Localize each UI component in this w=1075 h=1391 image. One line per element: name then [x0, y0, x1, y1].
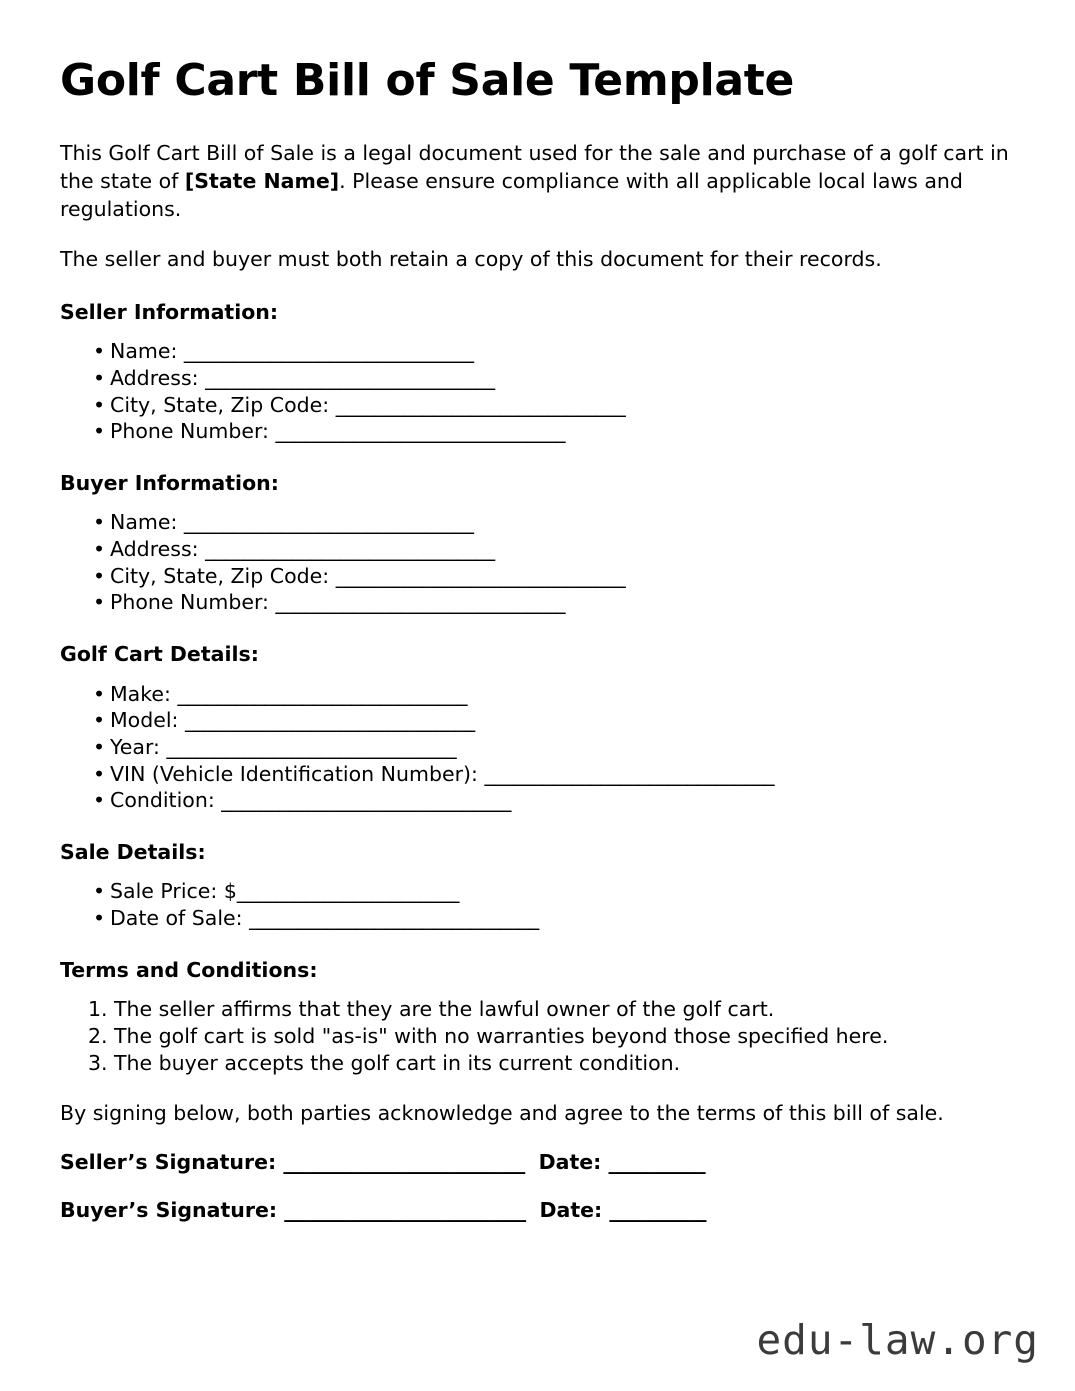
field-blank[interactable]: ______________________________ [249, 906, 539, 931]
field-label: Year: [110, 734, 167, 759]
field-label: Make: [110, 681, 178, 706]
page-title: Golf Cart Bill of Sale Template [60, 55, 795, 106]
field-blank[interactable]: ______________________________ [335, 392, 626, 417]
field-blank[interactable]: _______________________ [236, 879, 459, 904]
field-list-seller-information [60, 338, 1012, 445]
list-item [93, 681, 1012, 708]
list-item: The buyer accepts the golf cart in its current condition. [114, 1050, 681, 1075]
site-watermark: edu-law.org [756, 1316, 1039, 1364]
state-name-placeholder: [State Name] [184, 169, 340, 194]
section-heading-sale-details: Sale Details: [60, 839, 206, 864]
list-item [93, 787, 1012, 814]
list-item [93, 338, 1012, 365]
terms-list [60, 996, 1012, 1076]
list-item [93, 878, 1012, 905]
list-item [93, 392, 1012, 419]
field-label: Phone Number: [110, 590, 276, 615]
field-blank[interactable]: ______________________________ [205, 537, 495, 562]
field-blank[interactable]: ______________________________ [183, 339, 474, 364]
list-item [93, 734, 1012, 761]
field-label: VIN (Vehicle Identification Number): [110, 761, 485, 786]
field-label: Date of Sale: [110, 906, 250, 931]
field-blank[interactable]: ______________________________ [205, 365, 495, 390]
buyer-date-blank[interactable]: __________ [609, 1197, 706, 1222]
section-heading-terms-and-conditions: Terms and Conditions: [60, 957, 318, 982]
seller-date-label: Date: [538, 1150, 609, 1175]
field-blank[interactable]: ______________________________ [275, 590, 565, 615]
intro-text-part1: This Golf Cart Bill of Sale is a legal document used for the sale and purchase of a golf cart in the state of [60, 141, 1009, 194]
field-label: Condition: [110, 788, 222, 813]
section-heading-golf-cart-details: Golf Cart Details: [60, 642, 259, 666]
buyer-date-label: Date: [539, 1197, 610, 1222]
field-label: City, State, Zip Code: [110, 563, 336, 588]
signature-block [60, 1150, 1012, 1223]
field-blank[interactable]: ______________________________ [177, 681, 467, 706]
field-label: Address: [110, 537, 206, 562]
seller-signature-blank[interactable]: _________________________ [283, 1150, 525, 1175]
seller-signature-label: Seller’s Signature: [60, 1150, 284, 1175]
list-item [93, 536, 1012, 563]
retain-notice: The seller and buyer must both retain a copy of this document for their records. [60, 246, 882, 271]
document-body [60, 55, 1012, 1245]
seller-date-blank[interactable]: __________ [608, 1150, 706, 1175]
list-item [93, 418, 1012, 445]
buyer-signature-blank[interactable]: _________________________ [284, 1197, 526, 1222]
signing-notice: By signing below, both parties acknowledge and agree to the terms of this bill of sale. [60, 1101, 944, 1126]
field-blank[interactable]: ______________________________ [183, 510, 474, 535]
section-heading-buyer-information: Buyer Information: [60, 470, 279, 495]
section-heading-seller-information: Seller Information: [60, 299, 279, 324]
list-item [93, 589, 1012, 616]
intro-paragraph [60, 140, 1012, 224]
list-item [93, 905, 1012, 932]
seller-signature-row [60, 1150, 1012, 1176]
field-label: Model: [110, 708, 185, 733]
field-blank[interactable]: ______________________________ [484, 761, 774, 786]
field-blank[interactable]: ______________________________ [335, 563, 626, 588]
list-item [93, 761, 1012, 788]
field-blank[interactable]: ______________________________ [275, 419, 565, 444]
buyer-signature-row [60, 1198, 1012, 1224]
buyer-signature-label: Buyer’s Signature: [60, 1197, 285, 1222]
field-label: Name: [110, 510, 184, 535]
field-blank[interactable]: ______________________________ [221, 788, 511, 813]
field-list-golf-cart-details [60, 681, 1012, 814]
list-item [93, 365, 1012, 392]
field-blank[interactable]: ______________________________ [166, 734, 456, 759]
list-item [93, 563, 1012, 590]
intro-text-part2: . Please ensure compliance with all applicable local laws and regulations. [60, 169, 963, 221]
field-label: Sale Price: $ [110, 879, 237, 904]
field-list-buyer-information [60, 509, 1012, 616]
field-blank[interactable]: ______________________________ [184, 708, 475, 733]
field-label: Address: [110, 365, 206, 390]
field-list-sale-details [60, 878, 1012, 931]
list-item: The seller affirms that they are the lawful owner of the golf cart. [114, 997, 775, 1022]
list-item [93, 509, 1012, 536]
list-item [93, 707, 1012, 734]
list-item: The golf cart is sold "as-is" with no warranties beyond those specified here. [114, 1023, 889, 1048]
field-label: Name: [110, 339, 184, 364]
field-label: Phone Number: [110, 419, 276, 444]
field-label: City, State, Zip Code: [110, 392, 336, 417]
